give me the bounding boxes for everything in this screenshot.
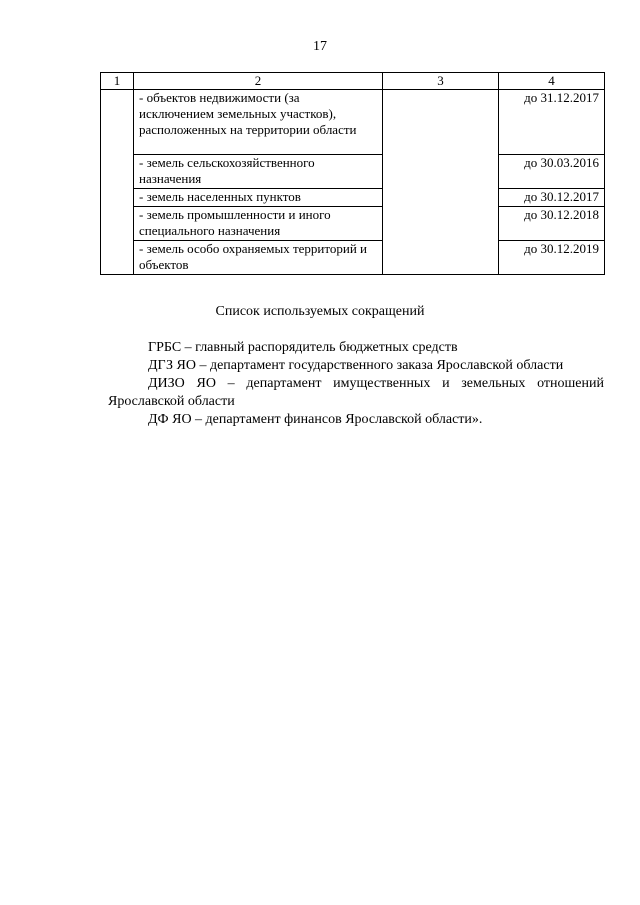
table-cell-text: - объектов недвижимости (за исключением земельных участков), расположенных на территории области: [134, 90, 383, 155]
abbreviation-item: ДИЗО ЯО – департамент имущественных и земельных отношений Ярославской области: [108, 376, 604, 409]
table-cell-text: - земель населенных пунктов: [134, 189, 383, 207]
column-header: 4: [499, 73, 605, 90]
table-cell-date: до 30.03.2016: [499, 155, 605, 189]
table-cell-empty: [383, 90, 499, 275]
abbreviation-item: ДГЗ ЯО – департамент государственного заказа Ярославской области: [148, 358, 564, 373]
table-cell-text: - земель особо охраняемых территорий и объектов: [134, 241, 383, 275]
table-cell-date: до 30.12.2017: [499, 189, 605, 207]
table-cell-text: - земель промышленности и иного специального назначения: [134, 207, 383, 241]
table-header-row: [101, 73, 605, 90]
column-header: 2: [134, 73, 383, 90]
table-row: [101, 90, 605, 155]
table-row: [101, 155, 605, 189]
table-cell-date: до 30.12.2018: [499, 207, 605, 241]
table-row: [101, 241, 605, 275]
table-cell-empty: [101, 90, 134, 275]
data-table: [100, 72, 605, 275]
column-header: 1: [101, 73, 134, 90]
table-cell-date: до 31.12.2017: [499, 90, 605, 155]
table-row: [101, 189, 605, 207]
table-row: [101, 207, 605, 241]
page-number: 17: [313, 39, 327, 54]
abbreviations-list: [108, 339, 604, 429]
column-header: 3: [383, 73, 499, 90]
table-cell-date: до 30.12.2019: [499, 241, 605, 275]
abbreviation-item: ДФ ЯО – департамент финансов Ярославской области».: [148, 412, 483, 427]
abbreviations-title: Список используемых сокращений: [215, 304, 425, 319]
abbreviation-item: ГРБС – главный распорядитель бюджетных средств: [148, 340, 458, 355]
table-cell-text: - земель сельскохозяйственного назначения: [134, 155, 383, 189]
